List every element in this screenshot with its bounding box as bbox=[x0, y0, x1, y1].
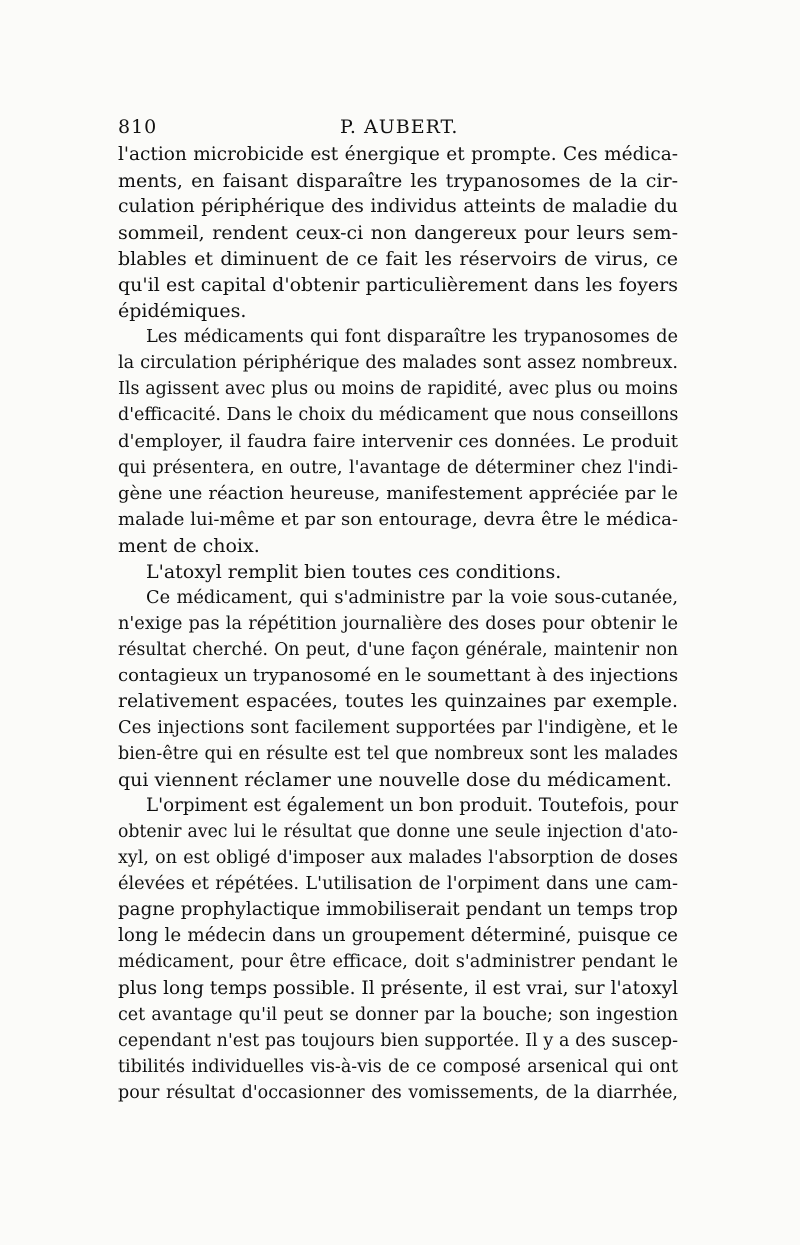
text-line: cependant n'est pas toujours bien supportée. Il y a des suscep- bbox=[118, 1030, 678, 1051]
text-line: contagieux un trypanosomé en le soumettant à des injections bbox=[118, 664, 679, 686]
text-line: ment de choix. bbox=[118, 534, 260, 557]
text-line: Les médicaments qui font disparaître les trypanosomes de bbox=[146, 327, 678, 348]
page-header bbox=[118, 116, 678, 144]
text-line: L'orpiment est également un bon produit. Toutefois, pour bbox=[146, 795, 679, 817]
text-line: n'exige pas la répétition journalière des doses pour obtenir le bbox=[118, 613, 678, 634]
text-line: tibilités individuelles vis-à-vis de ce composé arsenical qui ont bbox=[118, 1056, 678, 1077]
text-line: d'employer, il faudra faire intervenir ces données. Le produit bbox=[118, 430, 678, 452]
text-line: médicament, pour être efficace, doit s'administrer pendant le bbox=[118, 952, 678, 973]
text-line: Ce médicament, qui s'administre par la voie sous-cutanée, bbox=[146, 587, 678, 608]
text-line: xyl, on est obligé d'imposer aux malades l'absorption de doses bbox=[118, 848, 678, 869]
body-text bbox=[118, 142, 678, 1106]
text-line: pagne prophylactique immobiliserait pendant un temps trop bbox=[118, 899, 678, 921]
text-line: long le médecin dans un groupement déterminé, puisque ce bbox=[118, 925, 678, 947]
text-line: malade lui-même et par son entourage, devra être le médica- bbox=[118, 508, 678, 530]
running-title: P. AUBERT. bbox=[340, 116, 459, 138]
text-line: gène une réaction heureuse, manifestement appréciée par le bbox=[118, 482, 678, 504]
text-line: qui viennent réclamer une nouvelle dose du médicament. bbox=[118, 769, 672, 792]
text-line: plus long temps possible. Il présente, il est vrai, sur l'atoxyl bbox=[118, 977, 678, 999]
text-line: sommeil, rendent ceux-ci non dangereux pour leurs sem- bbox=[118, 222, 678, 245]
text-line: culation périphérique des individus atteints de maladie du bbox=[118, 196, 678, 218]
text-line: élevées et répétées. L'utilisation de l'orpiment dans une cam- bbox=[118, 874, 678, 895]
text-line: relativement espacées, toutes les quinzaines par exemple. bbox=[118, 690, 678, 712]
text-line: Ils agissent avec plus ou moins de rapidité, avec plus ou moins bbox=[118, 379, 678, 400]
text-line: qu'il est capital d'obtenir particulièrement dans les foyers bbox=[118, 274, 678, 297]
page-number: 810 bbox=[118, 116, 158, 138]
text-line: cet avantage qu'il peut se donner par la bouche; son ingestion bbox=[118, 1004, 678, 1025]
text-line: ments, en faisant disparaître les trypanosomes de la cir- bbox=[118, 170, 678, 193]
text-line: pour résultat d'occasionner des vomissements, de la diarrhée, bbox=[118, 1082, 678, 1103]
text-line: bien-être qui en résulte est tel que nombreux sont les malades bbox=[118, 744, 678, 765]
text-line: d'efficacité. Dans le choix du médicament que nous conseillons bbox=[118, 405, 679, 426]
text-line: Ces injections sont facilement supportées par l'indigène, et le bbox=[118, 718, 678, 739]
text-line: la circulation périphérique des malades sont assez nombreux. bbox=[118, 353, 678, 374]
text-line: l'action microbicide est énergique et prompte. Ces médica- bbox=[118, 144, 678, 165]
text-line: épidémiques. bbox=[118, 300, 247, 323]
text-line: blables et diminuent de ce fait les réservoirs de virus, ce bbox=[118, 248, 678, 271]
text-line: obtenir avec lui le résultat que donne une seule injection d'ato- bbox=[118, 822, 678, 843]
text-line: L'atoxyl remplit bien toutes ces conditions. bbox=[146, 560, 562, 583]
text-line: résultat cherché. On peut, d'une façon générale, maintenir non bbox=[118, 639, 678, 660]
text-line: qui présentera, en outre, l'avantage de déterminer chez l'indi- bbox=[118, 457, 678, 478]
